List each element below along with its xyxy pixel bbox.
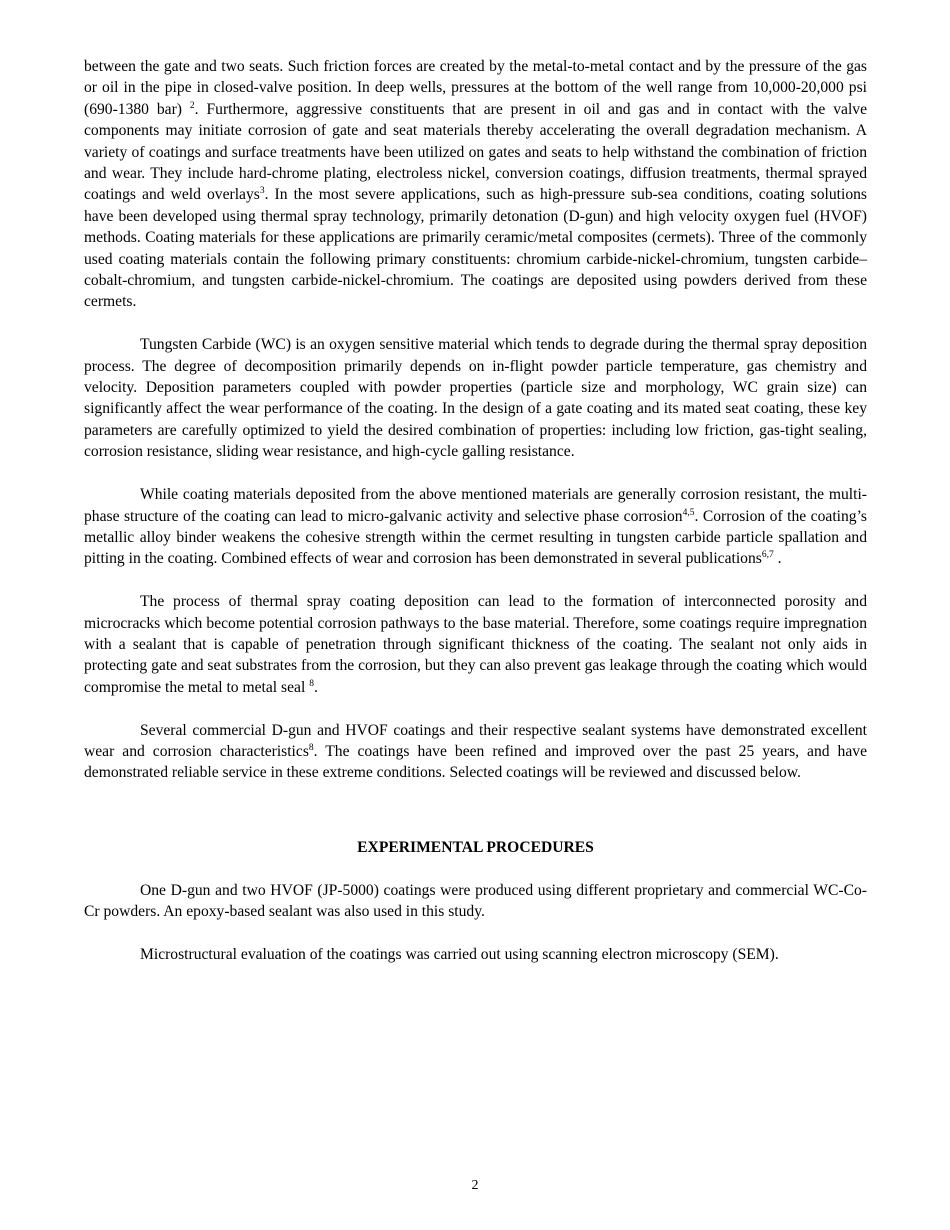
paragraph-commercial-coatings: Several commercial D-gun and HVOF coatings and their respective sealant systems have demonstrated excellent wear and corrosion characteristics$^8$. The coatings have been refined and improved over the past 25 years, and have demonstrated reliable service in these extreme conditions. Selected coatings will be reviewed and discussed below. [84, 721, 867, 782]
citation-8: 8 [309, 678, 314, 689]
citation-8b: 8 [308, 742, 314, 753]
citation-6-7: 6,7 [761, 550, 774, 561]
paragraph-microstructural-evaluation: Microstructural evaluation of the coatings was carried out using scanning electron microscopy (SEM). [140, 946, 779, 964]
paragraph-coatings-produced: One D-gun and two HVOF (JP-5000) coatings were produced using different proprietary and commercial WC-Co-Cr powders. An epoxy-based sealant was also used in this study. [84, 881, 867, 921]
paragraph-tungsten-carbide: Tungsten Carbide (WC) is an oxygen sensitive material which tends to degrade during the thermal spray deposition process. The degree of decomposition primarily depends on in-flight powder particle temperature, gas chemistry and velocity. Deposition parameters coupled with powder properties (particle size and morphology, WC grain size) can significantly affect the wear performance of the coating. In the design of a gate coating and its mated seat coating, these key parameters are carefully optimized to yield the desired combination of properties: including low friction, gas-tight sealing, corrosion resistance, sliding wear resistance, and high-cycle galling resistance. [84, 336, 867, 461]
citation-3: 3 [259, 186, 265, 197]
paragraph-corrosion: While coating materials deposited from the above mentioned materials are generally corrosion resistant, the multi-phase structure of the coating can lead to micro-galvanic activity and selective phase corrosion$^{4,5}$. Corrosion of the coating’s metallic alloy binder weakens the cohesive strength within the cermet resulting in tungsten carbide particle spallation and pitting in the coating. Combined effects of wear and corrosion has been demonstrated in several publications$^{6,7}$ . [84, 486, 867, 568]
citation-2: 2 [189, 100, 195, 111]
page-body [84, 56, 867, 966]
page-number: 2 [471, 1178, 479, 1193]
paragraph-friction-and-coatings: between the gate and two seats. Such friction forces are created by the metal-to-metal contact and by the pressure of the gas or oil in the pipe in closed-valve position. In deep wells, pressures at the bottom of the well range from 10,000-20,000 psi (690-1380 bar) $^2$. Furthermore, aggressive constituents that are present in oil and gas and in contact with the valve components may initiate corrosion of gate and seat materials thereby accelerating the overall degradation mechanism. A variety of coatings and surface treatments have been utilized on gates and seats to help withstand the combination of friction and wear. They include hard-chrome plating, electroless nickel, conversion coatings, diffusion treatments, thermal sprayed coatings and weld overlays$^3$. In the most severe applications, such as high-pressure sub-sea conditions, coating solutions have been developed using thermal spray technology, primarily detonation (D-gun) and high velocity oxygen fuel (HVOF) methods. Coating materials for these applications are primarily ceramic/metal composites (cermets). Three of the commonly used coating materials contain the following primary constituents: chromium carbide-nickel-chromium, tungsten carbide–cobalt-chromium, and tungsten carbide-nickel-chromium. The coatings are deposited using powders derived from these cermets. [84, 58, 868, 311]
paragraph-sealant: The process of thermal spray coating deposition can lead to the formation of interconnected porosity and microcracks which become potential corrosion pathways to the base material. Therefore, some coatings require impregnation with a sealant that is capable of penetration through significant thickness of the coating. The sealant not only aids in protecting gate and seat substrates from the corrosion, but they can also prevent gas leakage through the coating which would compromise the metal to metal seal $^8$. [84, 593, 867, 696]
citation-4-5: 4,5 [682, 507, 695, 518]
section-heading-experimental: EXPERIMENTAL PROCEDURES [357, 839, 594, 857]
